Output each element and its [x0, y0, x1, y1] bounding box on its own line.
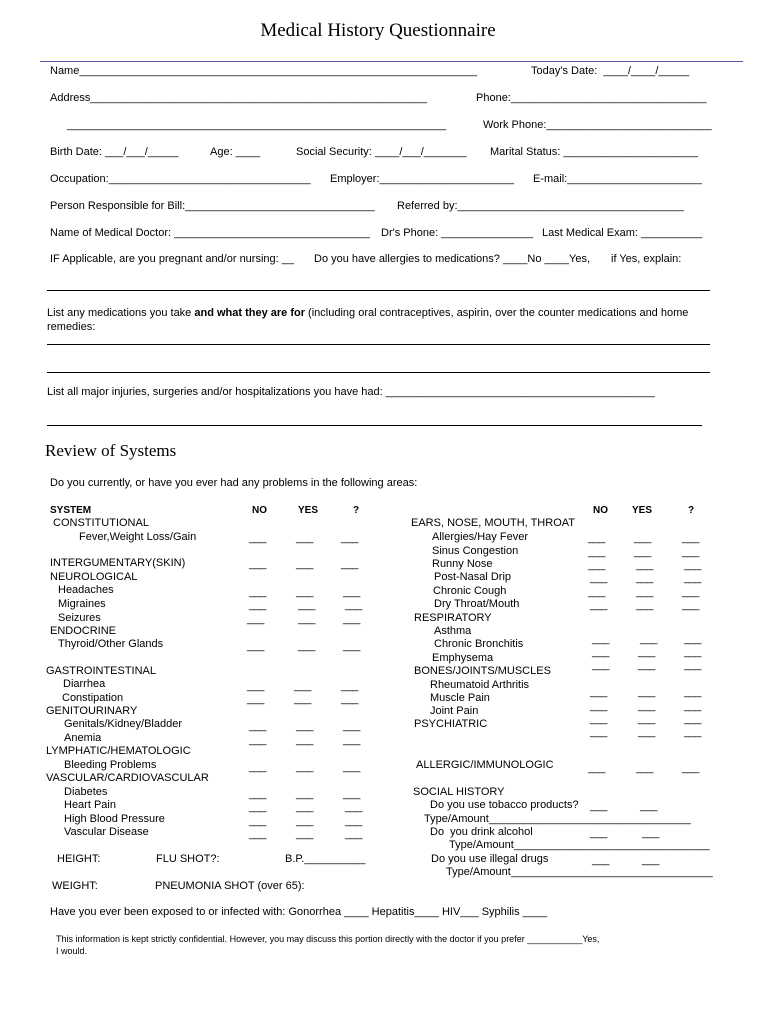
system-label: GASTROINTESTINAL [46, 665, 157, 677]
answer-yes[interactable]: ___ [638, 646, 655, 658]
answer-yes[interactable]: ___ [638, 726, 655, 738]
medications-question-cont: remedies: [47, 321, 96, 333]
answer-yes[interactable]: ___ [638, 686, 655, 698]
answer-unsure[interactable]: ___ [684, 713, 701, 725]
symptom-label: Bleeding Problems [64, 759, 157, 771]
symptom-label: Muscle Pain [430, 692, 490, 704]
answer-yes[interactable]: ___ [296, 828, 313, 840]
answer-yes[interactable]: ___ [636, 586, 653, 598]
answer-no[interactable]: ___ [588, 546, 605, 558]
symptom-label: Fever,Weight Loss/Gain [79, 531, 197, 543]
answer-no[interactable]: ___ [249, 788, 266, 800]
answer-no[interactable]: ___ [590, 599, 607, 611]
symptom-label: Sinus Congestion [432, 545, 519, 557]
marital-status-field[interactable]: Marital Status: ______________________ [490, 146, 698, 158]
person-responsible-field[interactable]: Person Responsible for Bill:_______________________________ [50, 200, 375, 212]
symptom-label: Anemia [64, 732, 102, 744]
answer-yes[interactable]: ___ [296, 558, 313, 570]
symptom-label: Constipation [62, 692, 124, 704]
symptom-label: Chronic Bronchitis [434, 638, 524, 650]
age-field[interactable]: Age: ____ [210, 146, 261, 158]
answer-yes[interactable]: ___ [636, 572, 653, 584]
medications-question: List any medications you take and what they are for (including oral contraceptives, aspirin, over the counter medications and home [47, 307, 689, 319]
height-field[interactable]: HEIGHT: [57, 853, 101, 865]
answer-no[interactable]: ___ [592, 659, 609, 671]
answer-unsure[interactable]: ___ [343, 720, 360, 732]
symptom-label: Migraines [58, 598, 106, 610]
symptom-label: Headaches [58, 584, 114, 596]
answer-unsure[interactable]: ___ [684, 700, 701, 712]
col-no-header: NO [252, 505, 267, 516]
system-label: SOCIAL HISTORY [413, 786, 505, 798]
system-label: EARS, NOSE, MOUTH, THROAT [411, 517, 575, 529]
drugs-type-amount[interactable]: Type/Amount_________________________________ [446, 866, 713, 878]
symptom-label: Emphysema [432, 652, 494, 664]
answer-unsure[interactable]: ___ [343, 613, 360, 625]
name-field[interactable]: Name_________________________________________________________________ [50, 65, 477, 77]
answer-unsure[interactable]: ___ [682, 532, 699, 544]
answer-yes[interactable]: ___ [298, 640, 315, 652]
symptom-label: Rheumatoid Arthritis [430, 679, 530, 691]
answer-unsure[interactable]: ___ [341, 680, 358, 692]
medical-doctor-field[interactable]: Name of Medical Doctor: ________________________________ [50, 227, 370, 239]
allergies-question[interactable]: Do you have allergies to medications? ____No ____Yes, [314, 253, 590, 265]
email-field[interactable]: E-mail:______________________ [533, 173, 702, 185]
answer-yes[interactable]: ___ [296, 586, 313, 598]
answer-no[interactable]: ___ [249, 761, 266, 773]
answer-no[interactable]: ___ [247, 640, 264, 652]
system-label: LYMPHATIC/HEMATOLOGIC [46, 745, 191, 757]
answer-unsure[interactable]: ___ [343, 640, 360, 652]
symptom-label: Seizures [58, 612, 101, 624]
answer-yes[interactable]: ___ [296, 801, 313, 813]
tobacco-type-amount[interactable]: Type/Amount_________________________________ [424, 813, 691, 825]
answer-yes[interactable]: ___ [640, 800, 657, 812]
answer-unsure[interactable]: ___ [343, 761, 360, 773]
col-system-header: SYSTEM [50, 505, 92, 516]
answer-yes[interactable]: ___ [294, 680, 311, 692]
answer-yes[interactable]: ___ [636, 599, 653, 611]
symptom-label: Asthma [434, 625, 472, 637]
exposure-question[interactable]: Have you ever been exposed to or infected with: Gonorrhea ____ Hepatitis____ HIV___ Syphilis ____ [50, 906, 548, 918]
pregnant-question[interactable]: IF Applicable, are you pregnant and/or nursing: __ [50, 253, 294, 265]
system-label: CONSTITUTIONAL [53, 517, 149, 529]
symptom-label: Runny Nose [432, 558, 493, 570]
symptom-label: Diabetes [64, 786, 108, 798]
answer-no[interactable]: ___ [249, 720, 266, 732]
answer-no[interactable]: ___ [249, 532, 266, 544]
answer-unsure[interactable]: ___ [684, 726, 701, 738]
answer-yes[interactable]: ___ [296, 734, 313, 746]
system-label: GENITOURINARY [46, 705, 138, 717]
answer-yes[interactable]: ___ [642, 854, 659, 866]
page-title: Medical History Questionnaire [260, 20, 496, 41]
answer-no[interactable]: ___ [592, 854, 609, 866]
symptom-label: Heart Pain [64, 799, 116, 811]
answer-no[interactable]: ___ [249, 828, 266, 840]
medications-line-2[interactable] [47, 372, 710, 373]
answer-yes[interactable]: ___ [296, 532, 313, 544]
symptom-label: Do you use tobacco products? [430, 799, 579, 811]
answer-no[interactable]: ___ [249, 815, 266, 827]
answer-yes[interactable]: ___ [634, 532, 651, 544]
answer-unsure[interactable]: ___ [343, 734, 360, 746]
col-yes-header-right: YES [632, 505, 653, 516]
symptom-label: Do you use illegal drugs [431, 853, 549, 865]
system-label: ENDOCRINE [50, 625, 117, 637]
occupation-field[interactable]: Occupation:_________________________________ [50, 173, 311, 185]
symptom-label: Allergies/Hay Fever [432, 531, 528, 543]
address-line-2[interactable]: ______________________________________________________________ [67, 119, 447, 131]
answer-unsure[interactable]: ___ [343, 788, 360, 800]
alcohol-type-amount[interactable]: Type/Amount________________________________ [449, 839, 710, 851]
answer-yes[interactable]: ___ [638, 659, 655, 671]
phone-field[interactable]: Phone:________________________________ [476, 92, 707, 104]
address-field[interactable]: Address_______________________________________________________ [50, 92, 427, 104]
answer-yes[interactable]: ___ [296, 815, 313, 827]
answer-no[interactable]: ___ [590, 700, 607, 712]
answer-unsure[interactable]: ___ [343, 586, 360, 598]
answer-unsure[interactable]: ___ [684, 559, 701, 571]
answer-yes[interactable]: ___ [638, 700, 655, 712]
answer-unsure[interactable]: ___ [684, 686, 701, 698]
answer-unsure[interactable]: ___ [684, 572, 701, 584]
answer-no[interactable]: ___ [590, 713, 607, 725]
answer-yes[interactable]: ___ [298, 613, 315, 625]
system-label: BONES/JOINTS/MUSCLES [414, 665, 551, 677]
referred-by-field[interactable]: Referred by:_____________________________________ [397, 200, 684, 212]
bp-field[interactable]: B.P.__________ [285, 853, 366, 865]
answer-no[interactable]: ___ [590, 827, 607, 839]
answer-no[interactable]: ___ [249, 801, 266, 813]
injuries-question[interactable]: List all major injuries, surgeries and/or hospitalizations you have had: ____________________________________________ [47, 386, 655, 398]
answer-no[interactable]: ___ [590, 800, 607, 812]
answer-no[interactable]: ___ [588, 559, 605, 571]
answer-unsure[interactable]: ___ [682, 586, 699, 598]
weight-field[interactable]: WEIGHT: [52, 880, 98, 892]
answer-yes[interactable]: ___ [298, 599, 315, 611]
employer-field[interactable]: Employer:______________________ [330, 173, 515, 185]
answer-yes[interactable]: ___ [636, 762, 653, 774]
answer-no[interactable]: ___ [592, 633, 609, 645]
symptom-label: High Blood Pressure [64, 813, 165, 825]
medications-line-1[interactable] [47, 344, 710, 345]
work-phone-field[interactable]: Work Phone:___________________________ [483, 119, 712, 131]
answer-no[interactable]: ___ [249, 586, 266, 598]
answer-unsure[interactable]: ___ [684, 646, 701, 658]
todays-date-field[interactable]: Today's Date: ____/____/_____ [531, 65, 690, 77]
symptom-label: Do you drink alcohol [430, 826, 533, 838]
answer-yes[interactable]: ___ [638, 713, 655, 725]
answer-unsure[interactable]: ___ [341, 693, 358, 705]
answer-no[interactable]: ___ [592, 646, 609, 658]
answer-unsure[interactable]: ___ [684, 633, 701, 645]
answer-unsure[interactable]: ___ [682, 599, 699, 611]
answer-unsure[interactable]: ___ [682, 762, 699, 774]
answer-no[interactable]: ___ [590, 572, 607, 584]
system-label: NEUROLOGICAL [50, 571, 138, 583]
review-heading: Review of Systems [45, 441, 177, 460]
answer-yes[interactable]: ___ [634, 546, 651, 558]
answer-no[interactable]: ___ [249, 558, 266, 570]
symptom-label: Chronic Cough [433, 585, 507, 597]
symptom-label: Diarrhea [63, 678, 106, 690]
answer-no[interactable]: ___ [588, 532, 605, 544]
answer-no[interactable]: ___ [247, 680, 264, 692]
if-yes-explain: if Yes, explain: [611, 253, 682, 265]
answer-yes[interactable]: ___ [296, 761, 313, 773]
answer-no[interactable]: ___ [247, 693, 264, 705]
col-no-header-right: NO [593, 505, 608, 516]
answer-yes[interactable]: ___ [642, 827, 659, 839]
answer-yes[interactable]: ___ [640, 633, 657, 645]
system-label: RESPIRATORY [414, 612, 492, 624]
symptom-label: Dry Throat/Mouth [434, 598, 520, 610]
answer-unsure[interactable]: ___ [684, 659, 701, 671]
symptom-label: Vascular Disease [64, 826, 149, 838]
system-label: VASCULAR/CARDIOVASCULAR [46, 772, 209, 784]
system-label: INTERGUMENTARY(SKIN) [50, 557, 186, 569]
answer-unsure[interactable]: ___ [341, 558, 358, 570]
answer-unsure[interactable]: ___ [345, 815, 362, 827]
col-q-header-right: ? [688, 505, 695, 516]
answer-unsure[interactable]: ___ [341, 532, 358, 544]
answer-yes[interactable]: ___ [294, 693, 311, 705]
title-divider [40, 61, 743, 62]
answer-yes[interactable]: ___ [296, 788, 313, 800]
answer-unsure[interactable]: ___ [345, 599, 362, 611]
confidential-note-cont: I would. [56, 946, 88, 956]
answer-unsure[interactable]: ___ [345, 828, 362, 840]
answer-no[interactable]: ___ [249, 734, 266, 746]
answer-unsure[interactable]: ___ [682, 546, 699, 558]
symptom-label: Joint Pain [430, 705, 479, 717]
answer-no[interactable]: ___ [249, 599, 266, 611]
answer-no[interactable]: ___ [590, 726, 607, 738]
drs-phone-field[interactable]: Dr's Phone: _______________ [381, 227, 533, 239]
last-exam-field[interactable]: Last Medical Exam: __________ [542, 227, 703, 239]
symptom-label: Genitals/Kidney/Bladder [64, 718, 183, 730]
pneumonia-shot-field[interactable]: PNEUMONIA SHOT (over 65): [155, 880, 305, 892]
symptom-label: Post-Nasal Drip [434, 571, 512, 583]
explain-line[interactable] [47, 290, 710, 291]
col-q-header: ? [353, 505, 360, 516]
system-label: PSYCHIATRIC [414, 718, 488, 730]
answer-yes[interactable]: ___ [636, 559, 653, 571]
review-intro: Do you currently, or have you ever had any problems in the following areas: [50, 477, 418, 489]
confidential-note: This information is kept strictly confidential. However, you may discuss this portion directly with the doctor if you prefer ___________Yes, [56, 934, 600, 944]
social-security-field[interactable]: Social Security: ____/___/_______ [296, 146, 467, 158]
injuries-line[interactable] [47, 425, 702, 426]
answer-no[interactable]: ___ [590, 686, 607, 698]
answer-no[interactable]: ___ [247, 613, 264, 625]
answer-no[interactable]: ___ [588, 586, 605, 598]
answer-unsure[interactable]: ___ [345, 801, 362, 813]
col-yes-header: YES [298, 505, 319, 516]
symptom-label: Thyroid/Other Glands [58, 638, 164, 650]
flu-shot-field[interactable]: FLU SHOT?: [156, 853, 220, 865]
system-label: ALLERGIC/IMMUNOLOGIC [416, 759, 554, 771]
birth-date-field[interactable]: Birth Date: ___/___/_____ [50, 146, 179, 158]
answer-yes[interactable]: ___ [296, 720, 313, 732]
answer-no[interactable]: ___ [588, 762, 605, 774]
